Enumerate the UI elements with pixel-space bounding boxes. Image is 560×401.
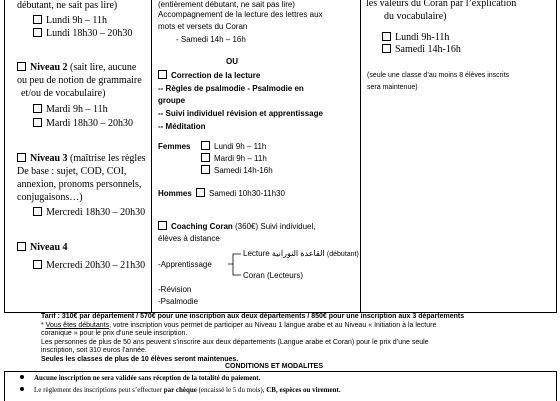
niveau2-heading[interactable]: Niveau 2 (sait lire, aucune (17, 62, 136, 73)
niveau4-heading[interactable]: Niveau 4 (17, 242, 68, 253)
correction-item: -- Méditation (158, 122, 206, 131)
condition-item: Aucune inscription ne sera validée sans réception de la totalité du paiement. (20, 374, 260, 382)
niveau3-heading[interactable]: Niveau 3 (maîtrise les règles (17, 153, 146, 164)
psalmodie-label: -Psalmodie (158, 297, 199, 306)
apprentissage-label: -Apprentissage (158, 260, 212, 269)
class-minimum-note: (seule une classe d’au moins 8 élèves inscrits (367, 72, 510, 79)
correction-item: -- Suivi individuel révision et apprentissage (158, 109, 323, 118)
checkbox[interactable] (382, 44, 391, 53)
condition-item: Le règlement des inscriptions peut s’effectuer par chèque (encaissé le 5 du mois), CB, espèces ou virement. (20, 386, 341, 394)
hommes-slot[interactable]: Samedi 10h30-11h30 (196, 189, 285, 198)
conditions-title: CONDITIONS ET MODALITES (225, 363, 323, 370)
niveau1-slot[interactable]: Lundi 18h30 – 20h30 (33, 28, 132, 39)
niveau2-desc: ou peu de notion de grammaire (17, 75, 142, 86)
correction-item: groupe (158, 96, 186, 105)
niveau3-slot[interactable]: Mercredi 18h30 – 20h30 (33, 207, 145, 218)
revision-label: -Révision (158, 285, 192, 294)
checkbox[interactable] (382, 32, 391, 41)
femmes-slot[interactable]: Samedi 14h-16h (201, 166, 273, 175)
niveau2-desc: et/ou de vocabulaire) (21, 88, 106, 99)
hommes-label: Hommes (158, 189, 192, 198)
bullet (20, 375, 24, 379)
course-slot[interactable]: Samedi 14h-16h (382, 44, 461, 55)
coran-option: Coran (Lecteurs) (243, 271, 304, 280)
beginners-note: coranique » pour le prix d’une seule inscription. (41, 330, 188, 337)
correction-heading[interactable]: Correction de la lecture (158, 71, 260, 80)
course-desc: les valeurs du Coran par l’explication (366, 0, 517, 9)
initiation-desc: Accompagnement de la lecture des lettres aux (158, 10, 323, 19)
niveau1-slot[interactable]: Lundi 9h – 11h (33, 15, 107, 26)
correction-item: -- Règles de psalmodie - Psalmodie en (158, 84, 304, 93)
niveau3-desc: annexion, pronoms personnels, (17, 179, 142, 190)
initiation-desc: (entièrement débutant, ne sait pas lire) (158, 0, 295, 9)
initiation-desc: mots et versets du Coran (158, 22, 248, 31)
niveau3-desc: conjugaisons…) (17, 192, 83, 203)
lecture-option: Lecture القاعدة النورانية (débutant) (243, 249, 359, 258)
seniors-note: Les personnes de plus de 50 ans peuvent s’inscrire aux deux départements (Langue arabe et Coran) pour le prix d’une seule (41, 339, 429, 346)
class-minimum-note: sera maintenue) (367, 84, 418, 91)
tarif-line: Tarif : 310€ par département / 570€ pour une inscription aux deux départements / 850€ pour une inscription aux 3 départements (41, 313, 465, 320)
or-separator: OU (226, 57, 238, 66)
course-slot[interactable]: Lundi 9h-11h (382, 32, 449, 43)
niveau4-slot[interactable]: Mercredi 20h30 – 21h30 (33, 260, 145, 271)
seniors-note: inscription, soit 310 euros l’année. (41, 347, 147, 354)
initiation-slot: - Samedi 14h – 16h (176, 35, 246, 44)
femmes-slot[interactable]: Lundi 9h – 11h (201, 142, 266, 151)
femmes-label: Femmes (158, 142, 191, 151)
niveau2-slot[interactable]: Mardi 9h – 11h (33, 104, 108, 115)
bullet (20, 387, 24, 391)
niveau1-desc-end: débutant, ne sait pas lire) (17, 0, 118, 11)
femmes-slot[interactable]: Mardi 9h – 11h (201, 154, 267, 163)
beginners-note: * Vous êtes débutants, votre inscription vous permet de participer au Niveau 1 langue arabe et au Niveau « Initiation à la lecture (41, 322, 437, 329)
coaching-sub: élèves à distance (158, 234, 220, 243)
niveau3-desc: De base : sujet, COD, COI, (17, 166, 127, 177)
niveau2-slot[interactable]: Mardi 18h30 – 20h30 (33, 118, 133, 129)
course-desc: du vocabulaire) (384, 11, 447, 22)
coaching-heading[interactable]: Coaching Coran (360€) Suivi individuel, (158, 222, 316, 231)
class-size-note: Seules les classes de plus de 10 élèves seront maintenues. (41, 356, 239, 363)
